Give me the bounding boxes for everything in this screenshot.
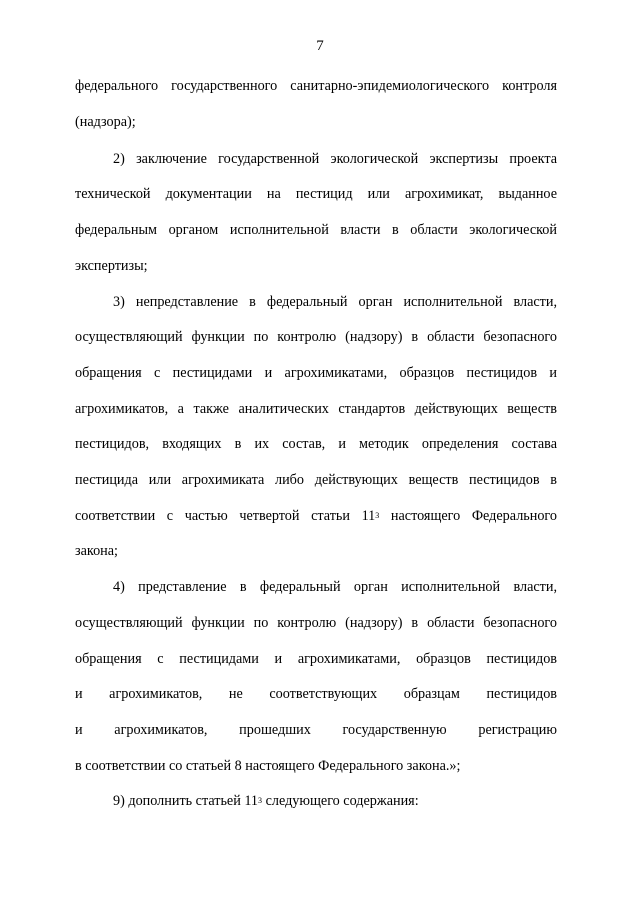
text-line: федерального государственного санитарно-эпидемиологического контроля [75,78,557,94]
text-line: экспертизы; [75,258,148,274]
paragraph-item-2: 2) заключение государственной экологической экспертизы проекта [113,151,557,167]
text-line [75,506,557,526]
paragraph-item-3: 3) непредставление в федеральный орган исполнительной власти, [113,294,557,310]
superscript: 3 [375,511,380,520]
text-line: и агрохимикатов, прошедших государственную регистрацию [75,722,557,738]
superscript: 3 [258,796,263,805]
text-line: в соответствии со статьей 8 настоящего Федерального закона.»; [75,758,461,774]
text-span: следующего содержания: [262,793,419,809]
text-line: и агрохимикатов, не соответствующих образцам пестицидов [75,686,557,702]
text-line: пестицида или агрохимиката либо действующих веществ пестицидов в [75,472,557,488]
text-line: осуществляющий функции по контролю (надзору) в области безопасного [75,615,557,631]
text-line: обращения с пестицидами и агрохимикатами, образцов пестицидов и [75,365,557,381]
text-line: федеральным органом исполнительной власти в области экологической [75,222,557,238]
page-number: 7 [316,38,324,54]
text-line: (надзора); [75,114,136,130]
paragraph-item-9 [113,791,557,811]
text-span: 9) дополнить статьей 11 [113,793,259,809]
text-line: пестицидов, входящих в их состав, и методик определения состава [75,436,557,452]
text-span: соответствии с частью четвертой статьи 11 [75,508,376,524]
paragraph-item-4: 4) представление в федеральный орган исполнительной власти, [113,579,557,595]
text-span: настоящего Федерального [379,508,557,524]
text-line: закона; [75,543,118,559]
text-line: агрохимикатов, а также аналитических стандартов действующих веществ [75,401,557,417]
text-line: осуществляющий функции по контролю (надзору) в области безопасного [75,329,557,345]
text-line: технической документации на пестицид или агрохимикат, выданное [75,186,557,202]
text-line: обращения с пестицидами и агрохимикатами, образцов пестицидов [75,651,557,667]
